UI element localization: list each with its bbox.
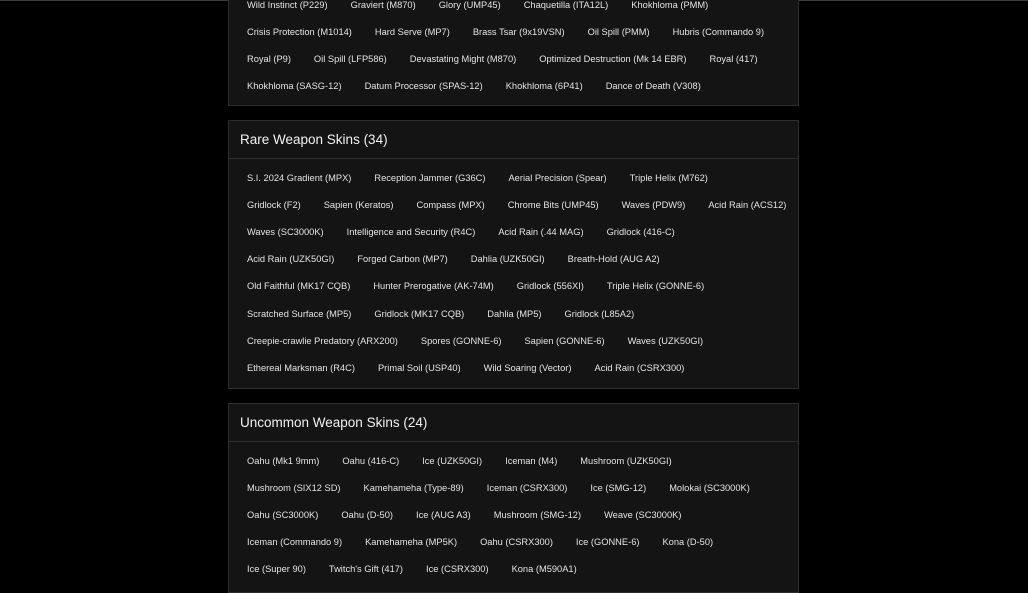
- skin-row: [240, 0, 798, 18]
- epic-skins-card: [228, 0, 799, 106]
- skin-chip[interactable]: Graviert (M870): [350, 0, 416, 10]
- skin-chip[interactable]: Gridlock (F2): [247, 199, 301, 210]
- skin-chip[interactable]: Twitch's Gift (417): [328, 564, 404, 575]
- skin-chip[interactable]: Devastating Might (M870): [409, 53, 517, 64]
- skin-chip[interactable]: Kamehameha (MP5K): [365, 537, 458, 548]
- skin-chip[interactable]: Gridlock (MK17 CQB): [374, 308, 465, 319]
- skin-row: [240, 18, 798, 45]
- skin-chip[interactable]: Triple Helix (M762): [629, 172, 708, 183]
- skin-chip[interactable]: Ice (GONNE-6): [575, 537, 640, 548]
- skin-chip[interactable]: Weave (SC3000K): [604, 509, 682, 520]
- skin-chip[interactable]: Mushroom (UZK50GI): [580, 455, 672, 466]
- skin-chip[interactable]: Oil Spill (LFP586): [313, 53, 387, 64]
- skin-chip[interactable]: Hard Serve (MP7): [374, 26, 450, 37]
- skin-row: [240, 73, 798, 100]
- skin-list: [229, 159, 798, 382]
- section-title: Uncommon Weapon Skins (24): [229, 404, 798, 442]
- skin-chip[interactable]: Ice (SMG-12): [590, 482, 647, 493]
- skin-chip[interactable]: Molokai (SC3000K): [669, 482, 750, 493]
- skin-chip[interactable]: Crisis Protection (M1014): [247, 26, 352, 37]
- skin-chip[interactable]: Dahlia (MP5): [487, 308, 542, 319]
- skin-chip[interactable]: Oahu (D-50): [341, 509, 393, 520]
- skin-chip[interactable]: Creepie-crawlie Predatory (ARX200): [247, 335, 398, 346]
- skin-chip[interactable]: Brass Tsar (9x19VSN): [472, 26, 565, 37]
- skin-chip[interactable]: Gridlock (416-C): [606, 226, 675, 237]
- skin-chip[interactable]: Sapien (Keratos): [323, 199, 394, 210]
- skin-row: [240, 501, 798, 528]
- skin-chip[interactable]: Acid Rain (.44 MAG): [498, 226, 584, 237]
- skin-chip[interactable]: Forged Carbon (MP7): [357, 254, 448, 265]
- skin-row: [240, 529, 798, 556]
- skin-chip[interactable]: Wild Soaring (Vector): [483, 362, 572, 373]
- skin-chip[interactable]: Scratched Surface (MP5): [247, 308, 352, 319]
- skin-chip[interactable]: Royal (417): [709, 53, 758, 64]
- skin-chip[interactable]: Waves (PDW9): [621, 199, 686, 210]
- rare-skins-card: [228, 120, 799, 389]
- skin-chip[interactable]: Ice (AUG A3): [416, 509, 471, 520]
- skin-chip[interactable]: Acid Rain (UZK50GI): [247, 254, 335, 265]
- skin-chip[interactable]: Oahu (CSRX300): [480, 537, 553, 548]
- skin-chip[interactable]: Iceman (M4): [505, 455, 558, 466]
- section-title: Rare Weapon Skins (34): [229, 121, 798, 159]
- skin-chip[interactable]: Acid Rain (ACS12): [708, 199, 787, 210]
- skin-list: [229, 0, 798, 100]
- skin-chip[interactable]: Old Faithful (MK17 CQB): [247, 281, 351, 292]
- skin-chip[interactable]: Waves (UZK50GI): [627, 335, 704, 346]
- skin-chip[interactable]: Waves (SC3000K): [247, 226, 324, 237]
- skin-row: [240, 273, 798, 300]
- skin-list: [229, 442, 798, 583]
- skin-chip[interactable]: Mushroom (SMG-12): [493, 509, 582, 520]
- skin-chip[interactable]: Oahu (416-C): [342, 455, 400, 466]
- skin-row: [240, 218, 798, 245]
- skin-chip[interactable]: Khokhloma (PMM): [631, 0, 709, 10]
- skin-chip[interactable]: Sapien (GONNE-6): [524, 335, 605, 346]
- skin-chip[interactable]: Oahu (Mk1 9mm): [247, 455, 320, 466]
- skin-chip[interactable]: Khokhloma (6P41): [505, 81, 583, 92]
- skin-chip[interactable]: Ice (UZK50GI): [422, 455, 483, 466]
- skin-chip[interactable]: Primal Soil (USP40): [377, 362, 461, 373]
- skin-row: [240, 354, 798, 381]
- skin-chip[interactable]: Hubris (Commando 9): [672, 26, 765, 37]
- skin-chip[interactable]: Acid Rain (CSRX300): [594, 362, 685, 373]
- skin-chip[interactable]: Mushroom (SIX12 SD): [247, 482, 341, 493]
- skin-chip[interactable]: Khokhloma (SASG-12): [247, 81, 342, 92]
- skin-row: [240, 327, 798, 354]
- skin-chip[interactable]: Chaquetilla (ITA12L): [523, 0, 609, 10]
- skin-chip[interactable]: Optimized Destruction (Mk 14 EBR): [539, 53, 687, 64]
- skin-row: [240, 246, 798, 273]
- skin-chip[interactable]: Ice (Super 90): [247, 564, 306, 575]
- skin-row: [240, 556, 798, 583]
- skin-chip[interactable]: Compass (MPX): [416, 199, 485, 210]
- skin-chip[interactable]: Kamehameha (Type-89): [363, 482, 464, 493]
- skin-chip[interactable]: Datum Processor (SPAS-12): [364, 81, 483, 92]
- skin-chip[interactable]: Glory (UMP45): [438, 0, 501, 10]
- skin-row: [240, 191, 798, 218]
- skin-row: [240, 447, 798, 474]
- skin-chip[interactable]: Iceman (CSRX300): [486, 482, 568, 493]
- skin-chip[interactable]: Reception Jammer (G36C): [374, 172, 486, 183]
- skin-chip[interactable]: Chrome Bits (UMP45): [507, 199, 599, 210]
- skin-chip[interactable]: Triple Helix (GONNE-6): [606, 281, 705, 292]
- skin-row: [240, 164, 798, 191]
- uncommon-skins-card: [228, 403, 799, 593]
- skin-chip[interactable]: Hunter Prerogative (AK-74M): [373, 281, 494, 292]
- skin-chip[interactable]: Dance of Death (V308): [605, 81, 701, 92]
- skin-chip[interactable]: S.I. 2024 Gradient (MPX): [247, 172, 352, 183]
- skin-chip[interactable]: Gridlock (556XI): [516, 281, 584, 292]
- skin-chip[interactable]: Gridlock (L85A2): [564, 308, 635, 319]
- skin-row: [240, 474, 798, 501]
- skin-chip[interactable]: Oil Spill (PMM): [587, 26, 650, 37]
- skin-chip[interactable]: Intelligence and Security (R4C): [346, 226, 476, 237]
- skin-chip[interactable]: Dahlia (UZK50GI): [470, 254, 545, 265]
- skin-chip[interactable]: Royal (P9): [247, 53, 291, 64]
- skin-chip[interactable]: Oahu (SC3000K): [247, 509, 319, 520]
- skin-row: [240, 300, 798, 327]
- skin-chip[interactable]: Breath-Hold (AUG A2): [567, 254, 660, 265]
- skin-chip[interactable]: Spores (GONNE-6): [420, 335, 502, 346]
- skin-chip[interactable]: Kona (M590A1): [511, 564, 577, 575]
- skin-chip[interactable]: Ice (CSRX300): [426, 564, 489, 575]
- skin-row: [240, 45, 798, 72]
- skin-chip[interactable]: Iceman (Commando 9): [247, 537, 343, 548]
- skin-chip[interactable]: Ethereal Marksman (R4C): [247, 362, 355, 373]
- skin-chip[interactable]: Aerial Precision (Spear): [508, 172, 607, 183]
- skin-chip[interactable]: Kona (D-50): [662, 537, 714, 548]
- skin-chip[interactable]: Wild Instinct (P229): [247, 0, 328, 10]
